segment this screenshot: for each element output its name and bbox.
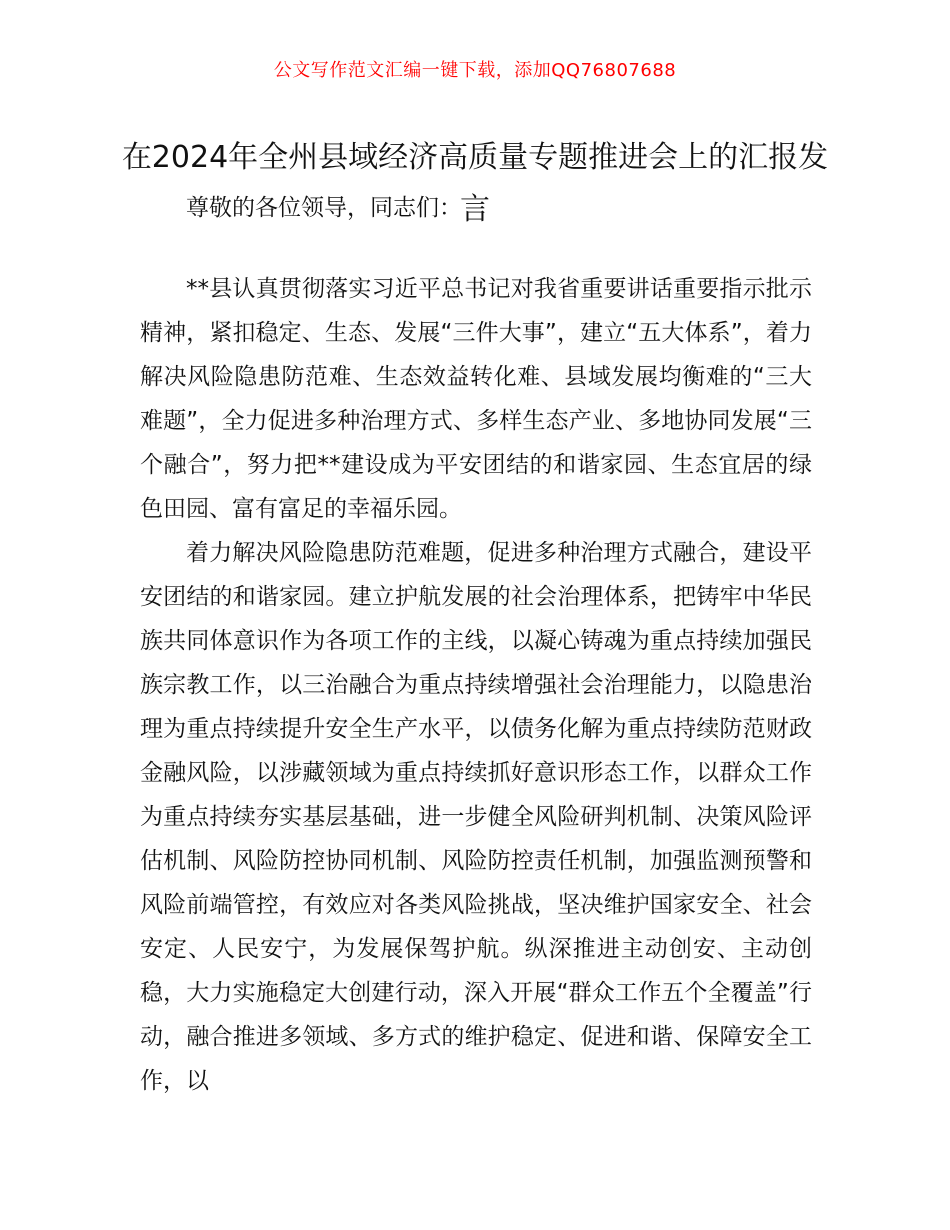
paragraph-1: **县认真贯彻落实习近平总书记对我省重要讲话重要指示批示精神，紧扣稳定、生态、发展“三件大事”，建立“五大体系”，着力解决风险隐患防范难、生态效益转化难、县域发展均衡难的“三大难题”，全力促进多种治理方式、多样生态产业、多地协同发展“三个融合”，努力把**建设成为平安团结的和谐家园、生态宜居的绿色田园、富有富足的幸福乐园。 <box>140 276 812 522</box>
paragraph-block-2 <box>140 531 812 1103</box>
salutation-block <box>140 186 812 230</box>
download-notice: 公文写作范文汇编一键下载，添加QQ76807688 <box>273 60 677 81</box>
paragraph-block-1 <box>140 267 812 531</box>
document-title: 在2024年全州县域经济高质量专题推进会上的汇报发言 <box>121 140 829 228</box>
paragraph-2: 着力解决风险隐患防范难题，促进多种治理方式融合，建设平安团结的和谐家园。建立护航发展的社会治理体系，把铸牢中华民族共同体意识作为各项工作的主线，以凝心铸魂为重点持续加强民族宗教工作，以三治融合为重点持续增强社会治理能力，以隐患治理为重点持续提升安全生产水平，以债务化解为重点持续防范财政金融风险，以涉藏领域为重点持续抓好意识形态工作，以群众工作为重点持续夯实基层基础，进一步健全风险研判机制、决策风险评估机制、风险防控协同机制、风险防控责任机制，加强监测预警和风险前端管控，有效应对各类风险挑战，坚决维护国家安全、社会安定、人民安宁，为发展保驾护航。纵深推进主动创安、主动创稳，大力实施稳定大创建行动，深入开展“群众工作五个全覆盖”行动，融合推进多领域、多方式的维护稳定、促进和谐、保障安全工作，以 <box>140 540 812 1094</box>
salutation: 尊敬的各位领导，同志们： <box>186 195 462 221</box>
